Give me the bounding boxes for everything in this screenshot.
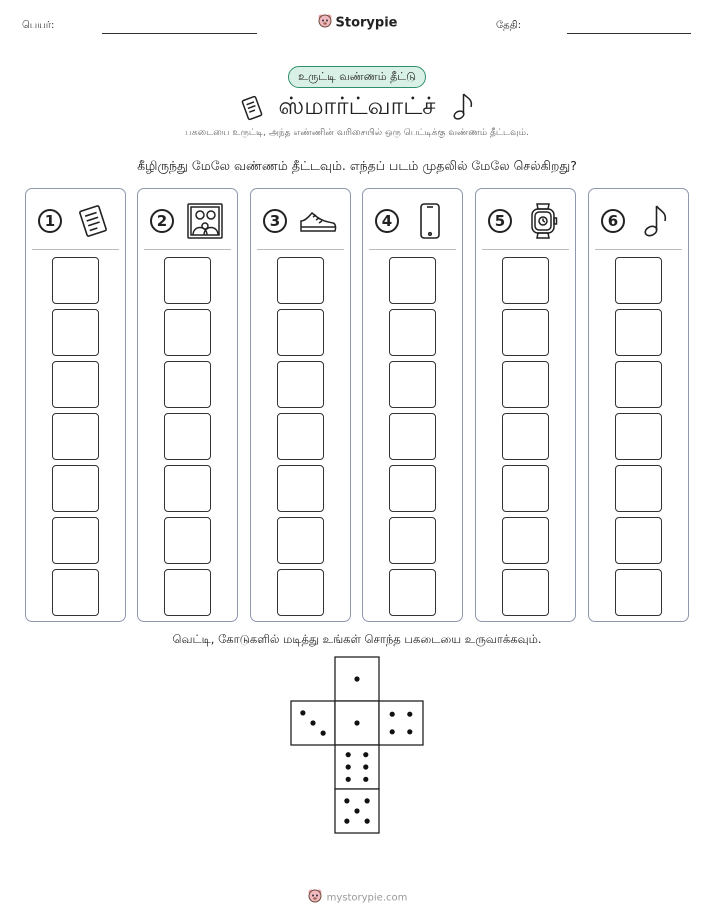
color-box[interactable] [389,569,436,616]
dice-pip [346,777,351,782]
dice-pip [407,729,412,734]
activity-badge: உருட்டி வண்ணம் தீட்டு [288,66,426,88]
color-box[interactable] [277,361,324,408]
color-box[interactable] [277,517,324,564]
color-box[interactable] [277,309,324,356]
column-divider [369,249,456,250]
color-box[interactable] [502,361,549,408]
color-box[interactable] [164,465,211,512]
color-box[interactable] [389,309,436,356]
brand [0,13,714,33]
dice-face-5 [335,789,379,833]
color-box[interactable] [615,361,662,408]
date-label: தேதி: [496,20,522,31]
color-box[interactable] [52,517,99,564]
dice-pip [365,819,370,824]
color-box[interactable] [164,257,211,304]
color-box[interactable] [52,413,99,460]
dice-pip [354,720,359,725]
color-box[interactable] [52,569,99,616]
color-box[interactable] [164,361,211,408]
column-divider [144,249,231,250]
color-box[interactable] [389,257,436,304]
column-divider [32,249,119,250]
storypie-logo-icon [307,888,323,907]
name-line [102,33,257,34]
color-box[interactable] [277,569,324,616]
dice-pip [346,752,351,757]
column-number: 1 [38,209,62,233]
color-box[interactable] [615,465,662,512]
dice-face-1 [335,657,379,701]
dice-pip [354,808,359,813]
color-box[interactable] [389,517,436,564]
color-box[interactable] [164,569,211,616]
instruction: கீழிருந்து மேலே வண்ணம் தீட்டவும். எந்தப் படம் முதலில் மேலே செல்கிறது? [137,158,577,173]
color-box[interactable] [389,413,436,460]
column-number: 5 [488,209,512,233]
dice-pip [321,731,326,736]
color-box[interactable] [502,465,549,512]
footer-url: mystorypie.com [326,892,408,904]
color-box[interactable] [52,361,99,408]
dice-pip [344,819,349,824]
column-3 [250,188,351,622]
color-box[interactable] [277,413,324,460]
color-box[interactable] [502,413,549,460]
color-box[interactable] [615,517,662,564]
column-divider [595,249,682,250]
color-box[interactable] [52,257,99,304]
smartwatch-icon [523,201,563,241]
dice-pip [390,729,395,734]
color-box[interactable] [615,309,662,356]
color-box[interactable] [277,257,324,304]
footer [0,888,714,907]
color-box[interactable] [164,309,211,356]
dice-pip [354,676,359,681]
dice-pip [344,798,349,803]
color-box[interactable] [164,517,211,564]
dice-face-4 [379,701,423,745]
column-number: 2 [150,209,174,233]
color-box[interactable] [164,413,211,460]
color-box[interactable] [277,465,324,512]
color-box[interactable] [615,257,662,304]
date-line [567,33,691,34]
brand-name: Storypie [335,15,398,31]
color-box[interactable] [502,309,549,356]
color-box[interactable] [52,465,99,512]
subtitle: பகடையை உருட்டி, அந்த எண்ணின் வரிசையில் ஒரு பெட்டிக்கு வண்ணம் தீட்டவும். [185,128,529,138]
family-photo-icon [185,201,225,241]
color-box[interactable] [615,413,662,460]
color-box[interactable] [502,517,549,564]
dice-pip [300,710,305,715]
sneaker-icon [298,201,338,241]
dice-pip [363,777,368,782]
storypie-logo-icon [317,13,333,33]
dice-pip [365,798,370,803]
column-divider [257,249,344,250]
dice-pip [363,752,368,757]
dice-pip [407,712,412,717]
column-number: 6 [601,209,625,233]
page-title: ஸ்மார்ட்வாட்ச் [278,92,436,120]
column-2 [137,188,238,622]
music-note-icon [636,201,676,241]
column-number: 3 [263,209,287,233]
column-number: 4 [375,209,399,233]
column-5 [475,188,576,622]
color-box[interactable] [502,257,549,304]
color-box[interactable] [615,569,662,616]
dice-pip [390,712,395,717]
book-icon [73,201,113,241]
color-box[interactable] [502,569,549,616]
dice-pip [346,764,351,769]
dice-face-6 [335,745,379,789]
dice-face-1 [335,701,379,745]
color-box[interactable] [389,361,436,408]
column-1 [25,188,126,622]
music-note-icon [449,90,477,122]
column-divider [482,249,569,250]
column-6 [588,188,689,622]
dice-face-3 [291,701,335,745]
column-4 [362,188,463,622]
name-label: பெயர்: [22,20,55,31]
color-box[interactable] [52,309,99,356]
smartphone-icon [410,201,450,241]
cut-instruction: வெட்டி, கோடுகளில் மடித்து உங்கள் சொந்த பகடையை உருவாக்கவும். [172,632,542,646]
color-box[interactable] [389,465,436,512]
dice-net [290,656,424,836]
dice-pip [363,764,368,769]
dice-pip [310,720,315,725]
